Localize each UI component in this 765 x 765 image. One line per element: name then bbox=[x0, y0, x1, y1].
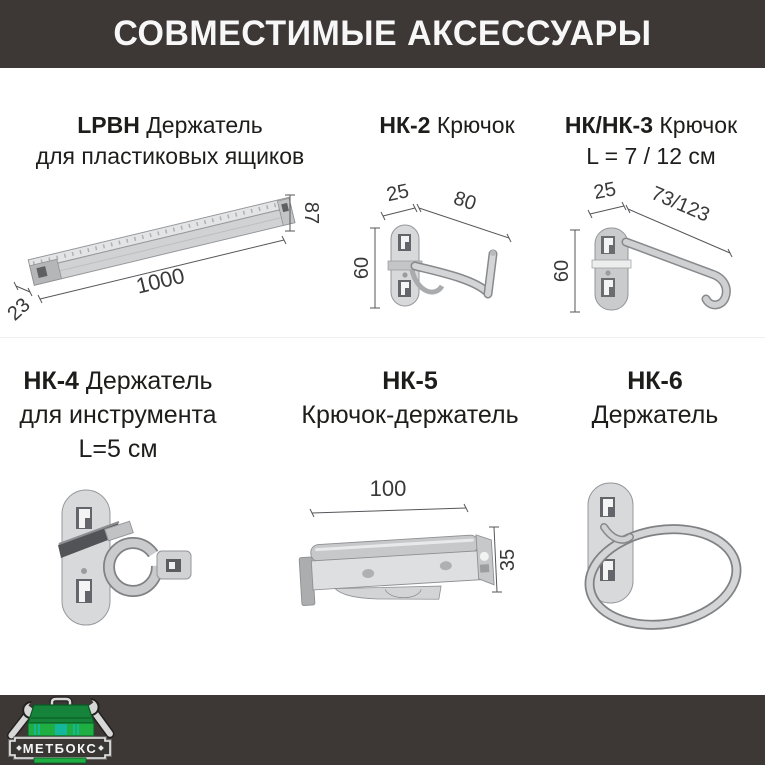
product-code: НК-6 bbox=[627, 367, 683, 395]
hk2-drawing bbox=[351, 176, 535, 324]
product-name: Крючок bbox=[436, 112, 515, 138]
product-name: Держатель bbox=[146, 112, 263, 138]
hk5-drawing bbox=[288, 470, 532, 630]
dim-depth bbox=[381, 180, 417, 220]
product-title-hk3 bbox=[540, 110, 762, 172]
product-subtitle: для инструмента bbox=[19, 401, 217, 429]
svg-text:25: 25 bbox=[384, 180, 411, 207]
svg-text:35: 35 bbox=[497, 548, 519, 572]
svg-text:1000: 1000 bbox=[133, 262, 187, 299]
product-name: Крючок-держатель bbox=[301, 401, 519, 429]
brand-plaque bbox=[10, 738, 110, 763]
brand-name: МЕТБОКС bbox=[22, 741, 98, 756]
dim-height bbox=[351, 228, 380, 308]
header-bar bbox=[0, 0, 765, 68]
dim-height bbox=[551, 230, 580, 312]
dim-depth bbox=[3, 282, 34, 325]
product-code: НК-5 bbox=[382, 367, 438, 395]
brand-logo bbox=[3, 696, 119, 764]
product-title-hk6 bbox=[545, 364, 765, 432]
page-title: СОВМЕСТИМЫЕ АКСЕССУАРЫ bbox=[113, 14, 652, 53]
product-title-hk5 bbox=[290, 364, 530, 432]
product-title-hk2 bbox=[357, 110, 537, 141]
svg-text:25: 25 bbox=[591, 178, 618, 205]
hk4-holder bbox=[58, 490, 191, 625]
hk3-drawing bbox=[548, 176, 763, 328]
svg-text:87: 87 bbox=[300, 201, 322, 225]
hk2-hook bbox=[388, 225, 496, 306]
dim-length bbox=[417, 187, 511, 242]
svg-text:100: 100 bbox=[369, 476, 407, 501]
hk6-holder bbox=[583, 483, 744, 635]
dim-length bbox=[310, 476, 468, 517]
hk6-drawing bbox=[568, 465, 758, 640]
product-code: НК-2 bbox=[379, 112, 431, 138]
product-code: НК-4 bbox=[23, 367, 79, 395]
dim-depth bbox=[588, 178, 626, 218]
product-name: Крючок bbox=[659, 112, 738, 138]
svg-text:60: 60 bbox=[351, 256, 373, 280]
svg-text:73/123: 73/123 bbox=[647, 182, 713, 227]
product-name: Держатель bbox=[85, 367, 213, 395]
product-subtitle: для пластиковых ящиков bbox=[35, 143, 305, 169]
product-code: НК/НК-3 bbox=[564, 112, 653, 138]
svg-text:23: 23 bbox=[3, 293, 35, 326]
product-title-lpbh bbox=[10, 110, 330, 172]
product-subtitle2: L=5 см bbox=[78, 435, 158, 463]
hk5-holder bbox=[298, 534, 494, 608]
svg-text:80: 80 bbox=[450, 187, 479, 216]
lpbh-drawing bbox=[3, 183, 322, 326]
product-code: LPBH bbox=[77, 112, 140, 138]
product-name: Держатель bbox=[591, 401, 719, 429]
row-divider bbox=[0, 337, 765, 338]
svg-text:60: 60 bbox=[551, 259, 573, 283]
hk4-drawing bbox=[30, 465, 210, 640]
product-subtitle: L = 7 / 12 см bbox=[586, 143, 716, 169]
toolbox-icon bbox=[28, 699, 94, 736]
hk3-hook bbox=[592, 228, 726, 310]
product-title-hk4 bbox=[0, 364, 236, 466]
